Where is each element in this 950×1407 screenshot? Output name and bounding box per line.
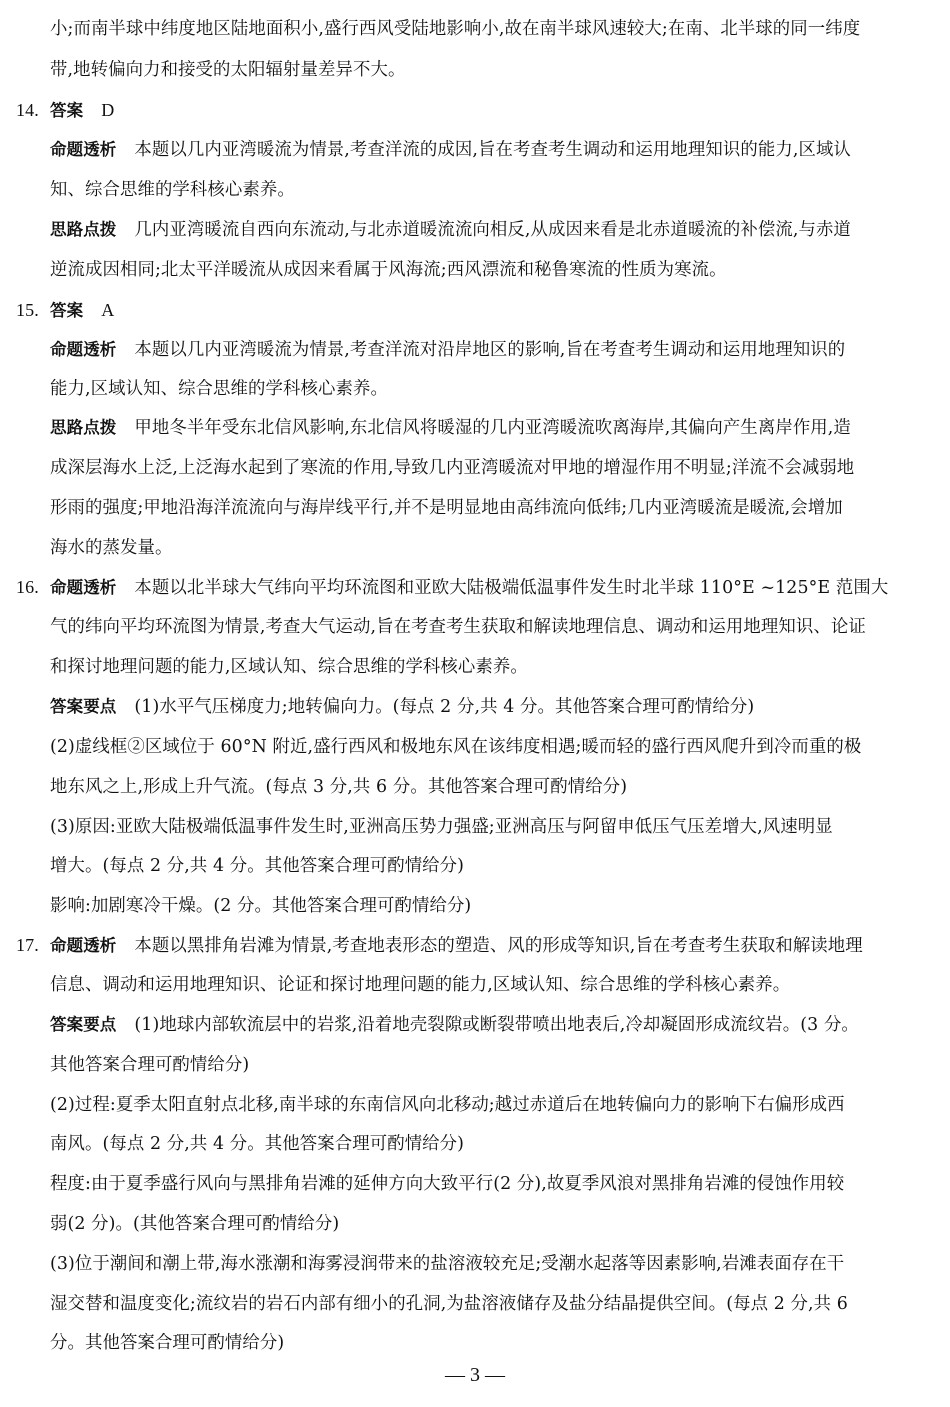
text-line: 南风。(每点 2 分,共 4 分。其他答案合理可酌情给分) (50, 1134, 465, 1154)
key-points-text: (1)水平气压梯度力;地转偏向力。(每点 2 分,共 4 分。其他答案合理可酌情给分) (134, 697, 755, 717)
text-line: (3)位于潮间和潮上带,海水涨潮和海雾浸润带来的盐溶液较充足;受潮水起落等因素影响,岩滩表面存在干 (50, 1254, 845, 1274)
key-points-label: 答案要点 (50, 697, 117, 716)
analysis-label: 命题透析 (50, 578, 117, 597)
analysis-text: 本题以北半球大气纬向平均环流图和亚欧大陆极端低温事件发生时北半球 110°E ~125°E 范围大 (134, 578, 889, 598)
text-line: 带,地转偏向力和接受的太阳辐射量差异不大。 (50, 60, 406, 80)
text-line: (2)过程:夏季太阳直射点北移,南半球的东南信风向北移动;越过赤道后在地转偏向力的影响下右偏形成西 (50, 1095, 845, 1115)
answer-label: 答案 (50, 301, 84, 320)
hint-label: 思路点拨 (50, 220, 117, 239)
text-line: (2)虚线框②区域位于 60°N 附近,盛行西风和极地东风在该纬度相遇;暖而轻的盛行西风爬升到冷而重的极 (50, 737, 862, 757)
question-number: 17. (16, 935, 39, 955)
text-line: 分。其他答案合理可酌情给分) (50, 1333, 285, 1353)
text-line (50, 218, 930, 242)
hint-label: 思路点拨 (50, 418, 117, 437)
text-line (50, 695, 930, 719)
text-line: 增大。(每点 2 分,共 4 分。其他答案合理可酌情给分) (50, 856, 465, 876)
question-14-answer (16, 98, 930, 123)
text-line (50, 416, 930, 440)
hint-text: 甲地冬半年受东北信风影响,东北信风将暖湿的几内亚湾暖流吹离海岸,其偏向产生离岸作用,造 (134, 418, 851, 438)
text-line (50, 138, 930, 162)
question-number: 14. (16, 100, 39, 120)
question-17-analysis (16, 933, 930, 958)
text-line: 形雨的强度;甲地沿海洋流流向与海岸线平行,并不是明显地由高纬流向低纬;几内亚湾暖流是暖流,会增加 (50, 498, 843, 518)
analysis-label: 命题透析 (50, 340, 117, 359)
text-line: 能力,区域认知、综合思维的学科核心素养。 (50, 379, 388, 399)
text-line: 知、综合思维的学科核心素养。 (50, 180, 295, 200)
question-number: 16. (16, 577, 39, 597)
text-line (50, 338, 930, 362)
analysis-text: 本题以几内亚湾暖流为情景,考查洋流的成因,旨在考查考生调动和运用地理知识的能力,区域认 (134, 140, 851, 160)
text-line: 和探讨地理问题的能力,区域认知、综合思维的学科核心素养。 (50, 657, 528, 677)
text-line: 海水的蒸发量。 (50, 538, 173, 558)
question-number: 15. (16, 300, 39, 320)
text-line: 地东风之上,形成上升气流。(每点 3 分,共 6 分。其他答案合理可酌情给分) (50, 777, 628, 797)
answer-label: 答案 (50, 101, 84, 120)
text-line: 小;而南半球中纬度地区陆地面积小,盛行西风受陆地影响小,故在南半球风速较大;在南、北半球的同一纬度 (50, 19, 861, 39)
text-line: 影响:加剧寒冷干燥。(2 分。其他答案合理可酌情给分) (50, 896, 472, 916)
question-16-analysis (16, 575, 930, 600)
answer-value: A (101, 300, 115, 320)
text-line (50, 1013, 930, 1037)
analysis-text: 本题以黑排角岩滩为情景,考查地表形态的塑造、风的形成等知识,旨在考查考生获取和解读地理 (134, 936, 863, 956)
analysis-text: 本题以几内亚湾暖流为情景,考查洋流对沿岸地区的影响,旨在考查考生调动和运用地理知识的 (134, 340, 846, 360)
text-line: 信息、调动和运用地理知识、论证和探讨地理问题的能力,区域认知、综合思维的学科核心素养。 (50, 975, 791, 995)
hint-text: 几内亚湾暖流自西向东流动,与北赤道暖流流向相反,从成因来看是北赤道暖流的补偿流,与赤道 (134, 220, 851, 240)
text-line: (3)原因:亚欧大陆极端低温事件发生时,亚洲高压势力强盛;亚洲高压与阿留申低压气压差增大,风速明显 (50, 817, 833, 837)
answer-value: D (101, 100, 115, 120)
text-line: 程度:由于夏季盛行风向与黑排角岩滩的延伸方向大致平行(2 分),故夏季风浪对黑排角岩滩的侵蚀作用较 (50, 1174, 845, 1194)
key-points-text: (1)地球内部软流层中的岩浆,沿着地壳裂隙或断裂带喷出地表后,冷却凝固形成流纹岩。(3 分。 (134, 1015, 859, 1035)
text-line: 成深层海水上泛,上泛海水起到了寒流的作用,导致几内亚湾暖流对甲地的增湿作用不明显;洋流不会减弱地 (50, 458, 855, 478)
analysis-label: 命题透析 (50, 140, 117, 159)
text-line: 湿交替和温度变化;流纹岩的岩石内部有细小的孔洞,为盐溶液储存及盐分结晶提供空间。(每点 2 分,共 6 (50, 1294, 848, 1314)
page-number: — 3 — (445, 1364, 505, 1386)
analysis-label: 命题透析 (50, 936, 117, 955)
text-line: 逆流成因相同;北太平洋暖流从成因来看属于风海流;西风漂流和秘鲁寒流的性质为寒流。 (50, 260, 727, 280)
key-points-label: 答案要点 (50, 1015, 117, 1034)
question-15-answer (16, 298, 930, 323)
text-line: 弱(2 分)。(其他答案合理可酌情给分) (50, 1214, 340, 1234)
text-line: 其他答案合理可酌情给分) (50, 1055, 250, 1075)
text-line: 气的纬向平均环流图为情景,考查大气运动,旨在考查考生获取和解读地理信息、调动和运用地理知识、论证 (50, 617, 866, 637)
